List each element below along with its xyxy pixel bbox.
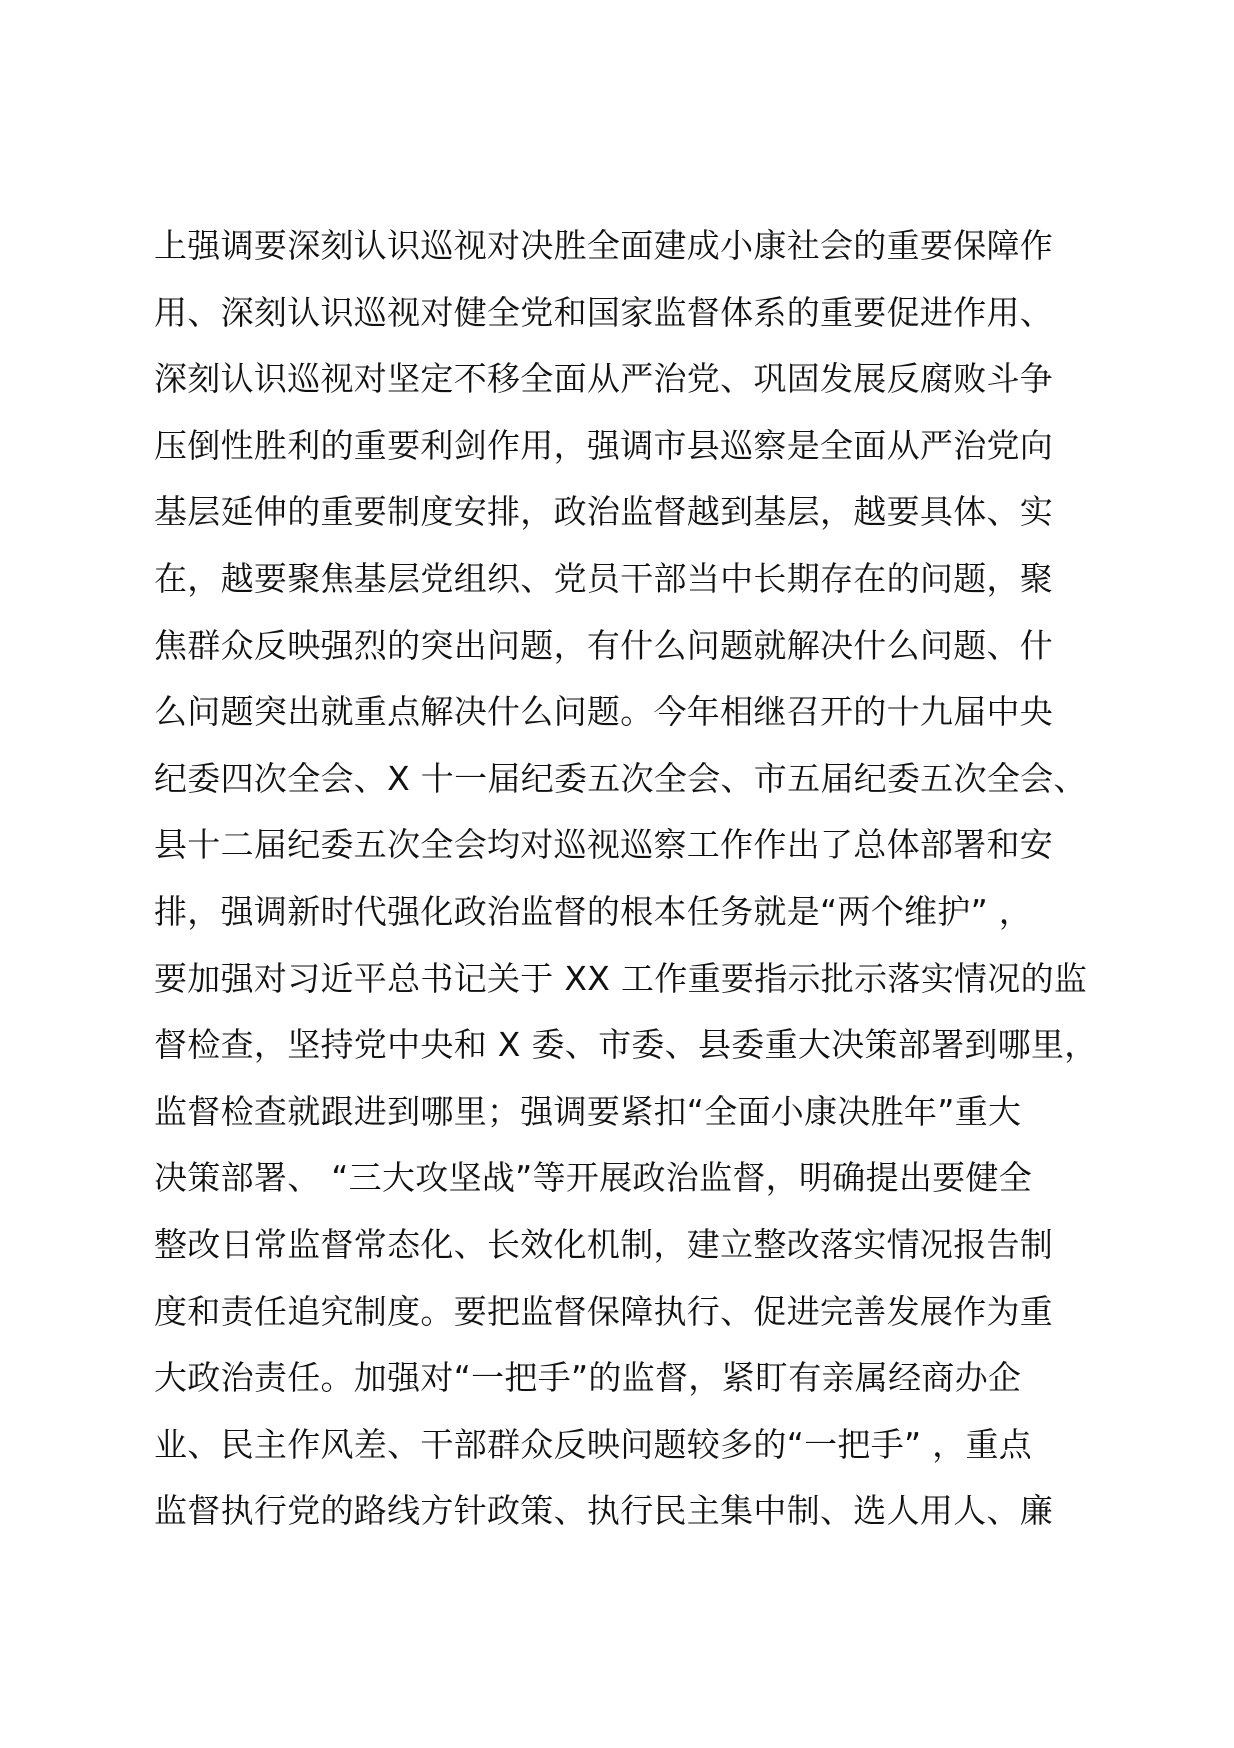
text-line: 压倒性胜利的重要利剑作用，强调市县巡察是全面从严治党向 <box>154 425 1054 465</box>
text-line: 监督检查就跟进到哪里；强调要紧扣“全面小康决胜年”重大 <box>154 1091 1022 1131</box>
text-line: 焦群众反映强烈的突出问题，有什么问题就解决什么问题、什 <box>154 625 1054 665</box>
text-line: 深刻认识巡视对坚定不移全面从严治党、巩固发展反腐败斗争 <box>154 359 1054 399</box>
text-line: 县十二届纪委五次全会均对巡视巡察工作作出了总体部署和安 <box>154 825 1054 865</box>
text-line: 决策部署、 “三大攻坚战”等开展政治监督，明确提出要健全 <box>154 1158 1033 1198</box>
text-line: 业、民主作风差、干部群众反映问题较多的“一把手” ，重点 <box>154 1424 1033 1464</box>
body-text <box>154 213 1114 1545</box>
text-line: 纪委四次全会、X 十一届纪委五次全会、市五届纪委五次全会、 <box>154 758 1087 798</box>
text-line: 上强调要深刻认识巡视对决胜全面建成小康社会的重要保障作 <box>154 226 1054 265</box>
text-line: 基层延伸的重要制度安排，政治监督越到基层，越要具体、实 <box>154 492 1054 532</box>
text-line: 在，越要聚焦基层党组织、党员干部当中长期存在的问题，聚 <box>154 558 1054 598</box>
text-line: 整改日常监督常态化、长效化机制，建立整改落实情况报告制 <box>154 1224 1054 1264</box>
text-line: 么问题突出就重点解决什么问题。今年相继召开的十九届中央 <box>154 692 1054 732</box>
text-line: 度和责任追究制度。要把监督保障执行、促进完善发展作为重 <box>154 1291 1054 1331</box>
text-line: 用、深刻认识巡视对健全党和国家监督体系的重要促进作用、 <box>154 292 1054 332</box>
text-line: 排，强调新时代强化政治监督的根本任务就是“两个维护” ， <box>154 891 1033 931</box>
text-line: 监督执行党的路线方针政策、执行民主集中制、选人用人、廉 <box>154 1491 1054 1531</box>
text-line: 督检查，坚持党中央和 X 委、市委、县委重大决策部署到哪里， <box>154 1025 1098 1065</box>
text-line: 要加强对习近平总书记关于 XX 工作重要指示批示落实情况的监 <box>154 958 1088 998</box>
text-line: 大政治责任。加强对“一把手”的监督，紧盯有亲属经商办企 <box>154 1358 1022 1398</box>
